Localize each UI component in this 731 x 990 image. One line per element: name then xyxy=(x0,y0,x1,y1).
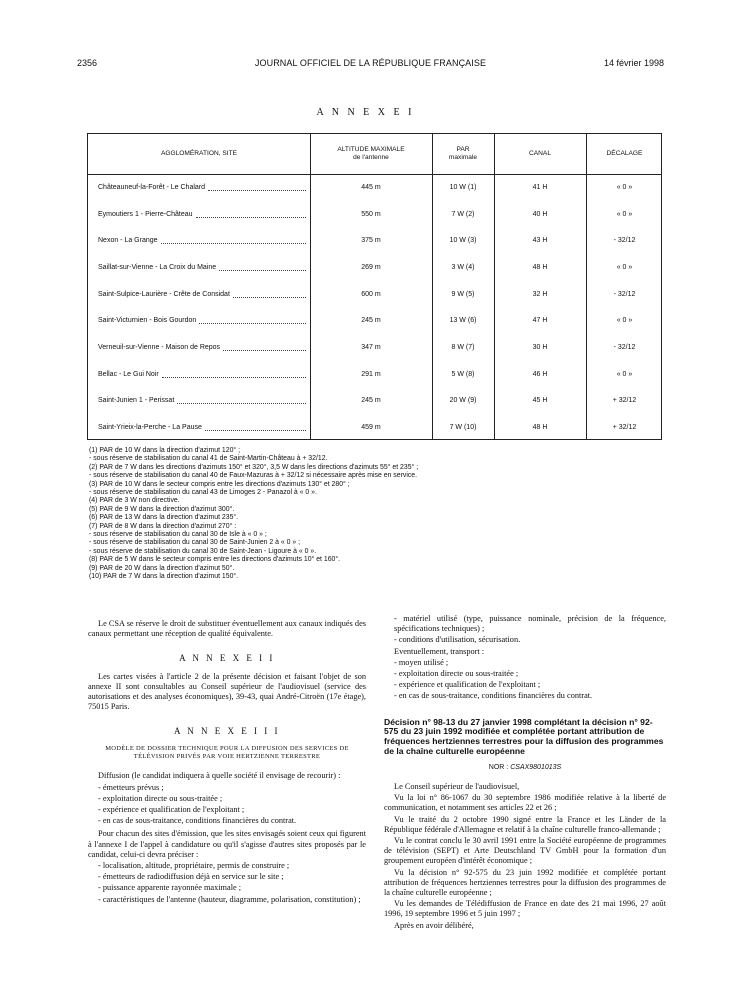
decalage-cell: + 32/12 xyxy=(612,397,637,405)
annex-2-heading: A N N E X E I I xyxy=(179,653,275,664)
footnote: (5) PAR de 9 W dans la direction d'azimut 300°. xyxy=(89,505,235,513)
header-decalage-label: DÉCALAGE xyxy=(606,150,643,157)
decalage-cell: « 0 » xyxy=(616,317,633,325)
list-item: - caractéristiques de l'antenne (hauteur, diagramme, polarisation, constitution) ; xyxy=(98,894,361,904)
par-cell: 10 W (1) xyxy=(449,183,477,191)
footnote: (9) PAR de 20 W dans la direction d'azimut 50°. xyxy=(89,564,235,572)
left-column xyxy=(88,619,366,906)
footnote: (2) PAR de 7 W dans les directions d'azimuts 150° et 320°, 3,5 W dans les directions d'azimuts 55° et 235° ; xyxy=(89,463,419,471)
page-header xyxy=(77,58,664,72)
annex-3-heading: A N N E X E I I I xyxy=(174,726,280,737)
table-row xyxy=(88,174,661,201)
decalage-cell: + 32/12 xyxy=(612,424,637,432)
site-name: Eymoutiers 1 - Pierre-Château xyxy=(98,210,193,218)
table-row xyxy=(88,361,661,388)
altitude-cell: 269 m xyxy=(361,263,381,271)
footnote: (1) PAR de 10 W dans la direction d'azimut 120° ; xyxy=(89,447,241,454)
par-cell: 8 W (7) xyxy=(451,344,475,352)
header-par xyxy=(432,134,494,174)
right-column xyxy=(384,614,666,932)
list-item: - matériel utilisé (type, puissance nominale, précision de la fréquence, spécifications techniques) ; xyxy=(394,614,666,634)
dot-leader xyxy=(196,217,306,218)
csa-reserve-paragraph: Le CSA se réserve le droit de substituer éventuellement aux canaux indiqués des canaux permettant une réception de qualité équivalente. xyxy=(88,619,366,639)
footnote: - sous réserve de stabilisation du canal 40 de Faux-Mazuras à + 32/12 si nécessaire après mise en service. xyxy=(89,472,418,480)
site-name: Saillat-sur-Vienne - La Croix du Maine xyxy=(98,263,217,271)
list-item: - localisation, altitude, propriétaire, permis de construire ; xyxy=(98,861,290,871)
footnote: (10) PAR de 7 W dans la direction d'azimut 150°. xyxy=(89,573,239,581)
site-cell xyxy=(88,254,310,281)
site-name: Saint-Sulpice-Laurière - Crête de Considat xyxy=(98,290,230,298)
list-item: - émetteurs prévus ; xyxy=(98,782,164,792)
diffusion-intro: Diffusion (le candidat indiquera à quelle société il envisage de recourir) : xyxy=(98,771,341,781)
decalage-cell: - 32/12 xyxy=(613,344,636,352)
dot-leader xyxy=(233,297,306,298)
dot-leader xyxy=(199,323,306,324)
canal-cell: 48 H xyxy=(532,263,548,271)
table-row xyxy=(88,254,661,281)
dot-leader xyxy=(219,270,306,271)
decision-paragraph: Vu le traité du 2 octobre 1990 signé entre la France et les Länder de la République fédérale d'Allemagne et relatif à la chaîne culturelle franco-allemande ; xyxy=(384,814,666,834)
par-cell: 7 W (10) xyxy=(449,424,477,432)
altitude-cell: 347 m xyxy=(361,344,381,352)
list-item: - en cas de sous-traitance, conditions financières du contrat. xyxy=(98,816,297,826)
decalage-cell: « 0 » xyxy=(616,210,633,218)
par-cell: 13 W (6) xyxy=(449,317,477,325)
table-header-row xyxy=(88,134,661,175)
altitude-cell: 245 m xyxy=(361,317,381,325)
dot-leader xyxy=(177,403,306,404)
table-row xyxy=(88,227,661,254)
footnote: (8) PAR de 5 W dans le secteur compris entre les directions d'azimuts 10° et 160°. xyxy=(89,556,341,564)
decision-paragraph: Vu le contrat conclu le 30 avril 1991 entre la Société européenne de programmes de télévision (SEPT) et Arte Deutschland TV GmbH pour la formation d'un groupement européen d'intérêt économique ; xyxy=(384,836,666,866)
canal-cell: 48 H xyxy=(532,424,548,432)
site-name: Nexon - La Grange xyxy=(98,237,158,245)
par-cell: 10 W (3) xyxy=(449,237,477,245)
header-par-label: PAR xyxy=(456,146,470,153)
footnote: - sous réserve de stabilisation du canal 41 de Saint-Martin-Château à + 32/12. xyxy=(89,455,328,463)
canal-cell: 43 H xyxy=(532,237,548,245)
canal-cell: 30 H xyxy=(532,344,548,352)
altitude-cell: 291 m xyxy=(361,370,381,378)
list-item: - exploitation directe ou sous-traitée ; xyxy=(394,669,519,679)
annex-2-text: Les cartes visées à l'article 2 de la présente décision et faisant l'objet de son annexe II sont consultables au Conseil supérieur de l'audiovisuel (service des autorisations et des analyses économiques), 39-43, quai André-Citroën (17e étage), 75015 Paris. xyxy=(88,671,366,712)
footnote: (4) PAR de 3 W non directive. xyxy=(89,497,180,505)
dot-leader xyxy=(208,190,306,191)
table-row xyxy=(88,414,661,441)
header-par-sub: maximale xyxy=(448,154,478,161)
annex-3-subtitle: MODÈLE DE DOSSIER TECHNIQUE POUR LA DIFFUSION DES SERVICES DE TÉLÉVISION PRIVÉS PAR VOIE HERTZIENNE TERRESTRE xyxy=(105,744,349,761)
site-cell xyxy=(88,308,310,335)
altitude-cell: 375 m xyxy=(361,237,381,245)
decision-paragraph: Vu la loi n° 86-1067 du 30 septembre 1986 modifiée relative à la liberté de communication, et notamment ses articles 22 et 26 ; xyxy=(384,793,666,813)
header-site xyxy=(88,134,310,174)
list-item: - puissance apparente rayonnée maximale ; xyxy=(98,883,242,893)
decision-paragraph: Après en avoir délibéré, xyxy=(394,920,474,930)
list-item: - émetteurs de radiodiffusion déjà en service sur le site ; xyxy=(98,872,284,882)
page-number: 2356 xyxy=(77,58,98,68)
decalage-cell: - 32/12 xyxy=(613,290,636,298)
site-cell xyxy=(88,174,310,201)
footnote: (6) PAR de 13 W dans la direction d'azimut 235°. xyxy=(89,514,239,522)
decision-paragraph: Le Conseil supérieur de l'audiovisuel, xyxy=(394,782,520,792)
decision-paragraph: Vu les demandes de Télédiffusion de France en date des 21 mai 1996, 27 août 1996, 19 septembre 1996 et 5 juin 1997 ; xyxy=(384,899,666,919)
table-row xyxy=(88,388,661,415)
dot-leader xyxy=(205,430,306,431)
dot-leader xyxy=(223,350,306,351)
altitude-cell: 445 m xyxy=(361,183,381,191)
header-canal-label: CANAL xyxy=(529,150,551,157)
decalage-cell: - 32/12 xyxy=(613,237,636,245)
table-row xyxy=(88,308,661,335)
par-cell: 3 W (4) xyxy=(451,263,475,271)
site-cell xyxy=(88,227,310,254)
dot-leader xyxy=(161,243,306,244)
site-cell xyxy=(88,388,310,415)
canal-cell: 32 H xyxy=(532,290,548,298)
header-canal xyxy=(494,134,586,174)
header-site-label: AGGLOMÉRATION, SITE xyxy=(160,150,238,157)
table-row xyxy=(88,281,661,308)
annex-1-heading: A N N E X E I xyxy=(316,107,415,118)
frequency-table xyxy=(87,133,662,440)
decalage-cell: « 0 » xyxy=(616,183,633,191)
altitude-cell: 550 m xyxy=(361,210,381,218)
altitude-cell: 600 m xyxy=(361,290,381,298)
decalage-cell: « 0 » xyxy=(616,370,633,378)
canal-cell: 46 H xyxy=(532,370,548,378)
site-name: Verneuil-sur-Vienne - Maison de Repos xyxy=(98,344,221,352)
site-name: Saint-Victurnien - Bois Gourdon xyxy=(98,317,197,325)
canal-cell: 47 H xyxy=(532,317,548,325)
list-item: - expérience et qualification de l'exploitant ; xyxy=(98,805,245,815)
site-cell xyxy=(88,361,310,388)
footnote: (7) PAR de 8 W dans la direction d'azimut 270° : xyxy=(89,522,237,530)
header-altitude-label: ALTITUDE MAXIMALE xyxy=(337,146,405,153)
footnote: (3) PAR de 10 W dans le secteur compris entre les directions d'azimuts 130° et 280° ; xyxy=(89,480,350,488)
journal-title: JOURNAL OFFICIEL DE LA RÉPUBLIQUE FRANÇAISE xyxy=(254,58,487,68)
altitude-cell: 245 m xyxy=(361,397,381,405)
issue-date: 14 février 1998 xyxy=(603,58,664,68)
table-row xyxy=(88,334,661,361)
canal-cell: 40 H xyxy=(532,210,548,218)
transport-intro: Eventuellement, transport : xyxy=(394,646,485,656)
site-cell xyxy=(88,281,310,308)
header-altitude xyxy=(310,134,432,174)
dot-leader xyxy=(162,377,306,378)
site-cell xyxy=(88,334,310,361)
footnote: - sous réserve de stabilisation du canal 43 de Limoges 2 - Panazol à « 0 ». xyxy=(89,489,317,497)
table-row xyxy=(88,201,661,228)
site-name: Bellac - Le Gui Noir xyxy=(98,370,159,378)
par-cell: 5 W (8) xyxy=(451,370,475,378)
site-name: Saint-Junien 1 - Perissat xyxy=(98,397,175,405)
nor-reference xyxy=(384,763,666,773)
list-item: - conditions d'utilisation, sécurisation. xyxy=(394,635,521,645)
list-item: - expérience et qualification de l'exploitant ; xyxy=(394,680,541,690)
nor-code: CSAX9801013S xyxy=(510,763,562,771)
decalage-cell: « 0 » xyxy=(616,263,633,271)
footnote: - sous réserve de stabilisation du canal 30 de Isle à « 0 » ; xyxy=(89,531,267,539)
list-item: - en cas de sous-traitance, conditions financières du contrat. xyxy=(394,691,593,701)
canal-cell: 41 H xyxy=(532,183,548,191)
footnote: - sous réserve de stabilisation du canal 30 de Saint-Jean - Ligoure à « 0 ». xyxy=(89,547,317,555)
header-decalage xyxy=(586,134,663,174)
decision-paragraph: Vu la décision n° 92-575 du 23 juin 1992 modifiée et complétée portant attribution de fréquences hertziennes terrestres pour la diffusion des programmes de la chaîne culturelle européenne ; xyxy=(384,867,666,898)
site-name: Saint-Yrieix-la-Perche - La Pause xyxy=(98,424,202,432)
footnote: - sous réserve de stabilisation du canal 30 de Saint-Junien 2 à « 0 » ; xyxy=(89,539,301,547)
sites-intro: Pour chacun des sites d'émission, que les sites envisagés soient ceux qui figurent à l'annexe I de l'appel à candidature ou qu'il s'agisse d'autres sites proposés par le candidat, celui-ci devra préciser : xyxy=(88,829,366,859)
table-footnotes xyxy=(89,447,659,582)
list-item: - exploitation directe ou sous-traitée ; xyxy=(98,793,223,803)
site-name: Châteauneuf-la-Forêt - Le Chalard xyxy=(98,183,206,191)
decision-title: Décision n° 98-13 du 27 janvier 1998 complétant la décision n° 92-575 du 23 juin 1992 modifiée et complétée portant attribution de fréquences hertziennes terrestres pour la diffusion des programmes de la chaîne culturelle européenne xyxy=(384,716,664,757)
site-cell xyxy=(88,414,310,441)
altitude-cell: 459 m xyxy=(361,424,381,432)
canal-cell: 45 H xyxy=(532,397,548,405)
par-cell: 20 W (9) xyxy=(449,397,477,405)
par-cell: 7 W (2) xyxy=(451,210,475,218)
par-cell: 9 W (5) xyxy=(451,290,475,298)
list-item: - moyen utilisé ; xyxy=(394,657,449,667)
site-cell xyxy=(88,201,310,228)
nor-label: NOR : xyxy=(488,763,509,771)
header-altitude-sub: de l'antenne xyxy=(353,154,389,161)
